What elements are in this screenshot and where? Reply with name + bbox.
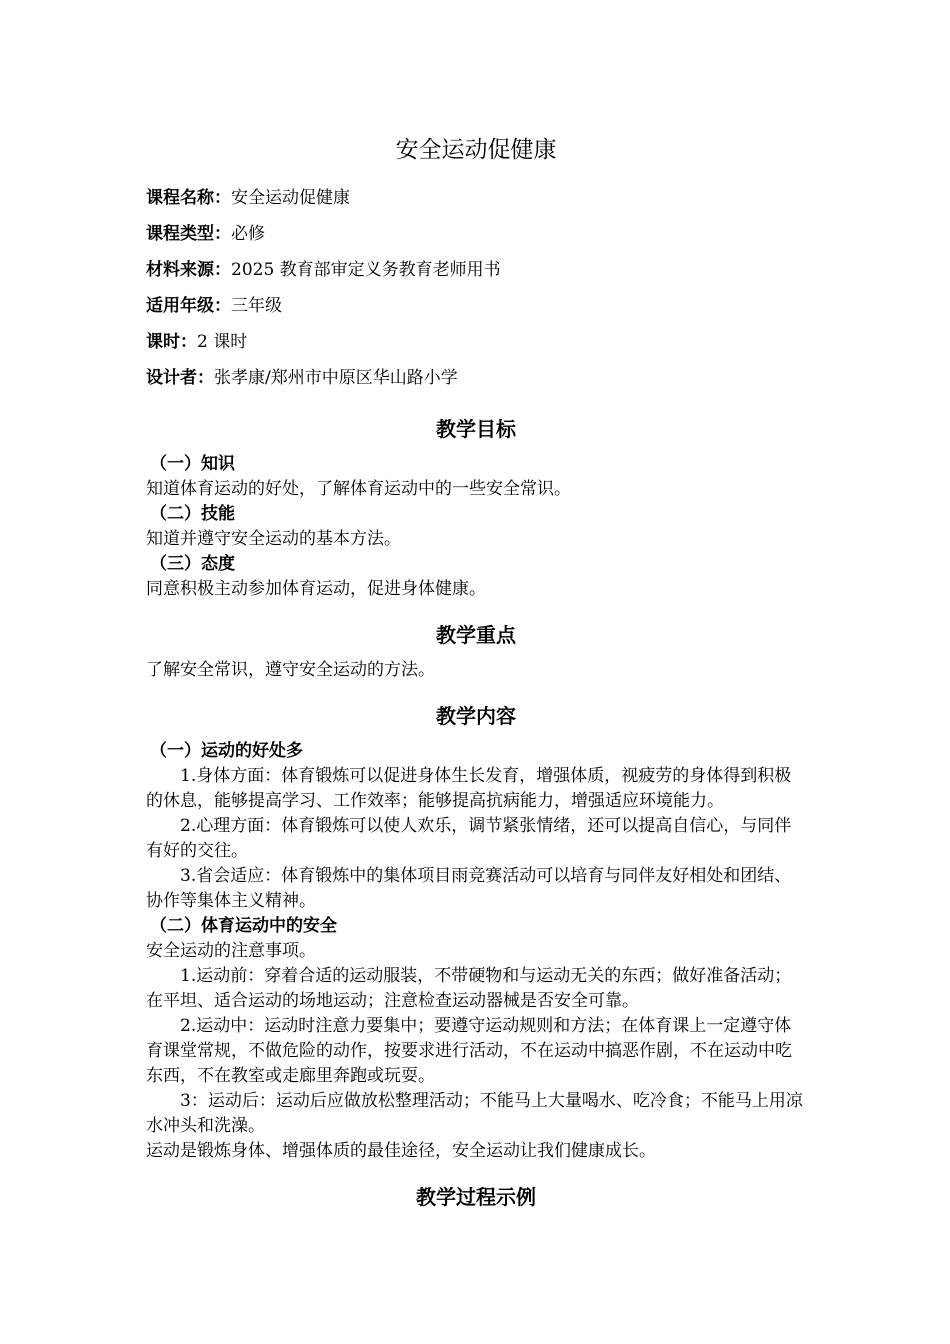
goal-skill-title: （二）技能 [150, 504, 235, 524]
meta-label: 课程名称： [146, 188, 231, 208]
section-heading-content: 教学内容 [436, 704, 516, 728]
benefit-item: 1.身体方面：体育锻炼可以促进身体生长发育，增强体质，视疲劳的身体得到积极的休息，能够提高学习、工作效率；能够提高抗病能力，增强适应环境能力。 [146, 766, 792, 811]
meta-label: 材料来源： [146, 260, 231, 280]
document-content [146, 134, 806, 1220]
document-title: 安全运动促健康 [395, 137, 557, 163]
benefits-title: （一）运动的好处多 [150, 741, 303, 761]
course-meta [146, 180, 806, 396]
safety-item: 2.运动中：运动时注意力要集中；要遵守运动规则和方法；在体育课上一定遵守体育课堂常规，不做危险的动作，按要求进行活动，不在运动中搞恶作剧，不在运动中吃东西，不在教室或走廊里奔跑或玩耍。 [146, 1016, 792, 1086]
meta-grade [146, 288, 806, 324]
section-heading-process: 教学过程示例 [416, 1185, 536, 1209]
focus-text: 了解安全常识，遵守安全运动的方法。 [146, 660, 435, 680]
meta-label: 课时： [146, 332, 197, 352]
meta-value: 2025 教育部审定义务教育老师用书 [231, 260, 501, 280]
meta-hours [146, 324, 806, 360]
meta-label: 课程类型： [146, 224, 231, 244]
safety-item: 1.运动前：穿着合适的运动服装，不带硬物和与运动无关的东西；做好准备活动；在平坦、适合运动的场地运动；注意检查运动器械是否安全可靠。 [146, 966, 792, 1011]
meta-source [146, 252, 806, 288]
goal-knowledge-text: 知道体育运动的好处，了解体育运动中的一些安全常识。 [146, 479, 571, 499]
safety-intro: 安全运动的注意事项。 [146, 941, 316, 961]
section-heading-goals: 教学目标 [436, 417, 516, 441]
goal-skill-text: 知道并遵守安全运动的基本方法。 [146, 529, 401, 549]
meta-value: 三年级 [231, 296, 282, 316]
meta-course-name [146, 180, 806, 216]
goal-attitude-text: 同意积极主动参加体育运动，促进身体健康。 [146, 579, 486, 599]
meta-course-type [146, 216, 806, 252]
meta-value: 安全运动促健康 [231, 188, 350, 208]
goal-knowledge-title: （一）知识 [150, 454, 235, 474]
meta-designer [146, 360, 806, 396]
safety-item: 3：运动后：运动后应做放松整理活动；不能马上大量喝水、吃冷食；不能马上用凉水冲头和洗澡。 [146, 1091, 803, 1136]
benefit-item: 3.省会适应：体育锻炼中的集体项目雨竞赛活动可以培育与同伴友好相处和团结、协作等集体主义精神。 [146, 866, 792, 911]
safety-title: （二）体育运动中的安全 [150, 916, 337, 936]
meta-value: 张孝康/郑州市中原区华山路小学 [214, 368, 458, 388]
meta-label: 设计者： [146, 368, 214, 388]
section-heading-focus: 教学重点 [436, 623, 516, 647]
meta-value: 2 课时 [197, 332, 248, 352]
content-closing: 运动是锻炼身体、增强体质的最佳途径，安全运动让我们健康成长。 [146, 1141, 656, 1161]
meta-label: 适用年级： [146, 296, 231, 316]
goal-attitude-title: （三）态度 [150, 554, 235, 574]
benefit-item: 2.心理方面：体育锻炼可以使人欢乐，调节紧张情绪，还可以提高自信心，与同伴有好的交往。 [146, 816, 792, 861]
meta-value: 必修 [231, 224, 265, 244]
